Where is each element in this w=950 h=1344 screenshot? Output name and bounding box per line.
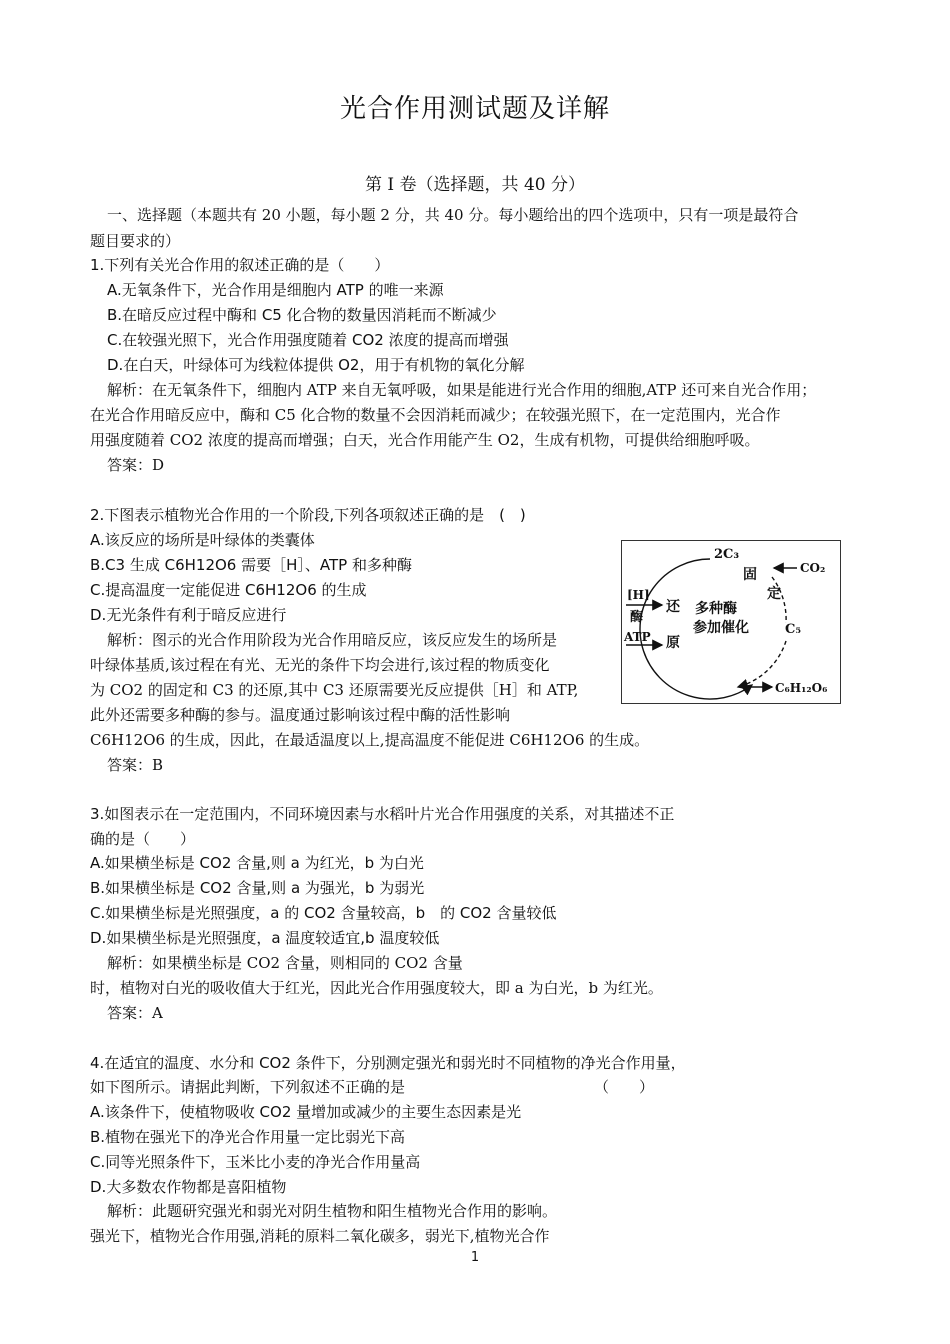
label-reduce-2: 原 <box>666 635 680 651</box>
q4-option-b: B.植物在强光下的净光合作用量一定比弱光下高 <box>90 1128 406 1146</box>
q1-stem: 1.下列有关光合作用的叙述正确的是（ ） <box>90 256 390 274</box>
q2-analysis-line-3: 为 CO2 的固定和 C3 的还原,其中 C3 还原需要光反应提供［H］和 ATP, <box>90 681 579 699</box>
label-2c3: 2C₃ <box>714 547 740 562</box>
dark-reaction-diagram <box>621 540 841 704</box>
q2-analysis-line-1: 解析：图示的光合作用阶段为光合作用暗反应，该反应发生的场所是 <box>107 631 558 649</box>
q2-option-b: B.C3 生成 C6H12O6 需要［H］、ATP 和多种酶 <box>90 556 412 574</box>
label-glucose: C₆H₁₂O₆ <box>775 681 828 695</box>
q1-answer: 答案：D <box>107 456 165 474</box>
q1-analysis-line-1: 解析：在无氧条件下，细胞内 ATP 来自无氧呼吸，如果是能进行光合作用的细胞,ATP 还可来自光合作用； <box>107 381 817 399</box>
q4-option-d: D.大多数农作物都是喜阳植物 <box>90 1178 287 1196</box>
q2-analysis-line-4: 此外还需要多种酶的参与。温度通过影响该过程中酶的活性影响 <box>90 706 511 724</box>
q1-analysis-line-2: 在光合作用暗反应中，酶和 C5 化合物的数量不会因消耗而减少；在较强光照下，在一定范围内，光合作 <box>90 406 781 424</box>
q1-option-d: D.在白天，叶绿体可为线粒体提供 O2，用于有机物的氧化分解 <box>107 356 525 374</box>
q2-analysis-line-5: C6H12O6 的生成，因此，在最适温度以上,提高温度不能促进 C6H12O6 的生成。 <box>90 731 650 749</box>
q3-option-c: C.如果横坐标是光照强度，a 的 CO2 含量较高，b 的 CO2 含量较低 <box>90 904 557 922</box>
q3-stem-line-1: 3.如图表示在一定范围内，不同环境因素与水稻叶片光合作用强度的关系，对其描述不正 <box>90 805 675 823</box>
q3-stem-line-2: 确的是（ ） <box>90 830 196 848</box>
q4-analysis-line-1: 解析：此题研究强光和弱光对阴生植物和阳生植物光合作用的影响。 <box>107 1202 558 1220</box>
label-center-2: 参加催化 <box>693 620 749 636</box>
q3-option-a: A.如果横坐标是 CO2 含量,则 a 为红光，b 为白光 <box>90 854 424 872</box>
label-atp: ATP <box>624 630 651 644</box>
q1-option-a: A.无氧条件下，光合作用是细胞内 ATP 的唯一来源 <box>107 281 444 299</box>
q3-option-d: D.如果横坐标是光照强度，a 温度较适宜,b 温度较低 <box>90 929 440 947</box>
dark-reaction-cycle <box>622 541 840 703</box>
label-fix-1: 固 <box>743 567 757 583</box>
q4-stem-bracket: （ ） <box>594 1078 655 1096</box>
intro-line-2: 题目要求的） <box>90 232 181 250</box>
label-fix-2: 定 <box>767 586 781 602</box>
q2-answer: 答案：B <box>107 756 164 774</box>
label-co2: CO₂ <box>800 561 826 575</box>
q3-answer: 答案：A <box>107 1004 163 1022</box>
label-c5: C₅ <box>785 622 802 637</box>
q3-option-b: B.如果横坐标是 CO2 含量,则 a 为强光，b 为弱光 <box>90 879 425 897</box>
label-reduce-1: 还 <box>666 599 680 615</box>
q1-analysis-line-3: 用强度随着 CO2 浓度的提高而增强；白天，光合作用能产生 O2，生成有机物，可提供给细胞呼吸。 <box>90 431 760 449</box>
q1-option-b: B.在暗反应过程中酶和 C5 化合物的数量因消耗而不断减少 <box>107 306 497 324</box>
q2-stem: 2.下图表示植物光合作用的一个阶段,下列各项叙述正确的是 ( ) <box>90 506 526 524</box>
q2-option-c: C.提高温度一定能促进 C6H12O6 的生成 <box>90 581 367 599</box>
q3-analysis-line-2: 时，植物对白光的吸收值大于红光，因此光合作用强度较大，即 a 为白光，b 为红光。 <box>90 979 663 997</box>
intro-line-1: 一、选择题（本题共有 20 小题，每小题 2 分，共 40 分。每小题给出的四个选项中，只有一项是最符合 <box>107 206 799 224</box>
q4-option-a: A.该条件下，使植物吸收 CO2 量增加或减少的主要生态因素是光 <box>90 1103 522 1121</box>
label-center-1: 多种酶 <box>695 601 737 617</box>
section-heading: 第 I 卷（选择题，共 40 分） <box>365 175 585 195</box>
q2-option-a: A.该反应的场所是叶绿体的类囊体 <box>90 531 315 549</box>
q4-stem-line-1: 4.在适宜的温度、水分和 CO2 条件下，分别测定强光和弱光时不同植物的净光合作用量， <box>90 1054 686 1072</box>
q4-analysis-line-2: 强光下，植物光合作用强,消耗的原料二氧化碳多，弱光下,植物光合作 <box>90 1227 550 1245</box>
q3-analysis-line-1: 解析：如果横坐标是 CO2 含量，则相同的 CO2 含量 <box>107 954 463 972</box>
label-enzyme: 酶 <box>630 610 644 625</box>
page-title: 光合作用测试题及详解 <box>339 94 610 124</box>
page-number: 1 <box>470 1250 480 1265</box>
q2-option-d: D.无光条件有利于暗反应进行 <box>90 606 287 624</box>
q4-stem-line-2: 如下图所示。请据此判断，下列叙述不正确的是 <box>90 1078 406 1096</box>
q2-analysis-line-2: 叶绿体基质,该过程在有光、无光的条件下均会进行,该过程的物质变化 <box>90 656 550 674</box>
label-h: [H] <box>627 588 650 602</box>
q4-option-c: C.同等光照条件下，玉米比小麦的净光合作用量高 <box>90 1153 421 1171</box>
q1-option-c: C.在较强光照下，光合作用强度随着 CO2 浓度的提高而增强 <box>107 331 509 349</box>
